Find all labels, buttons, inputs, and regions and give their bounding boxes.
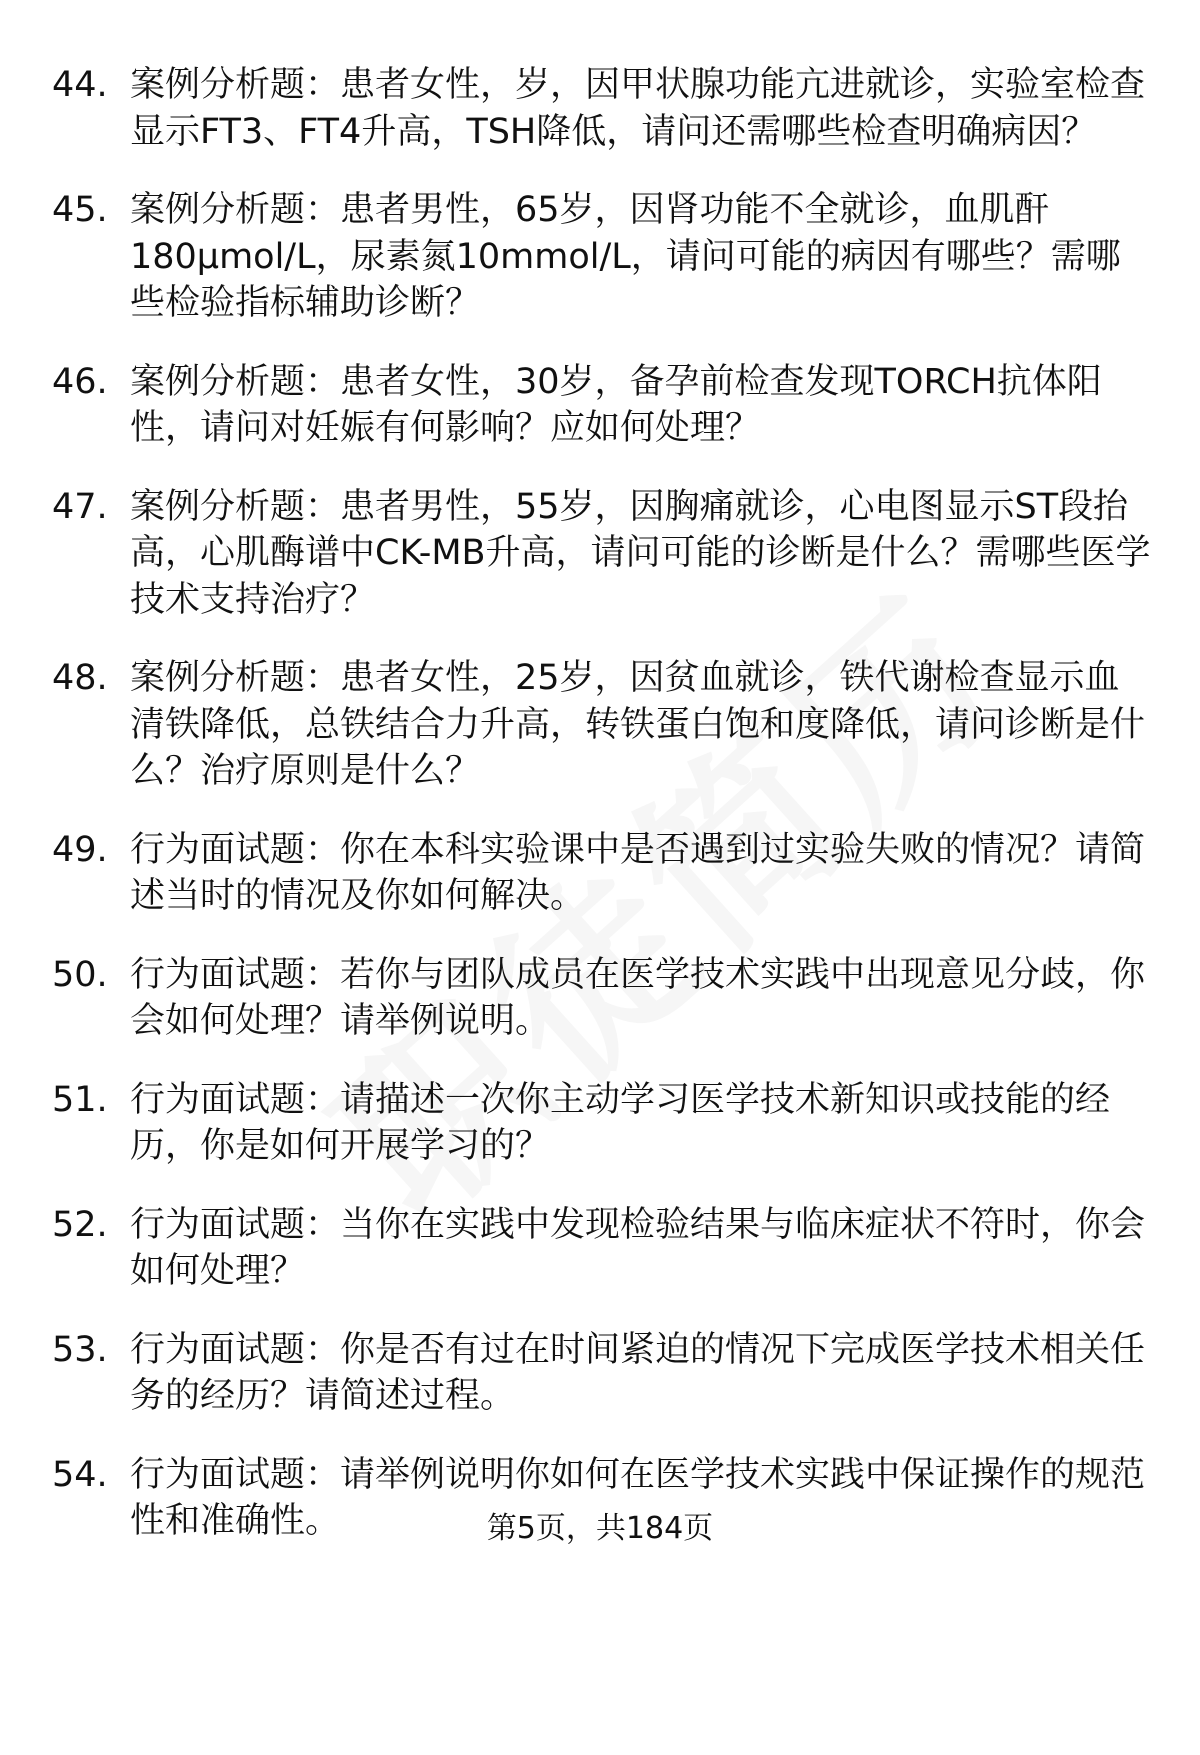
question-number: 53. [52, 1329, 108, 1370]
question-item [52, 484, 1152, 624]
question-number: 46. [52, 361, 108, 402]
question-text: 行为面试题：你是否有过在时间紧迫的情况下完成医学技术相关任务的经历？请简述过程。 [130, 1329, 1146, 1416]
question-text: 案例分析题：患者女性，岁，因甲状腺功能亢进就诊，实验室检查显示FT3、FT4升高，TSH降低，请问还需哪些检查明确病因？ [130, 65, 1146, 152]
question-item [52, 827, 1152, 920]
question-item [52, 62, 1152, 155]
question-text: 案例分析题：患者男性，55岁，因胸痛就诊，心电图显示ST段抬高，心肌酶谱中CK-MB升高，请问可能的诊断是什么？需哪些医学技术支持治疗？ [130, 486, 1151, 620]
question-item [52, 1327, 1152, 1420]
question-text: 案例分析题：患者女性，30岁，备孕前检查发现TORCH抗体阳性，请问对妊娠有何影响？应如何处理？ [130, 361, 1102, 448]
question-text: 案例分析题：患者男性，65岁，因肾功能不全就诊，血肌酐180μmol/L，尿素氮10mmol/L，请问可能的病因有哪些？需哪些检验指标辅助诊断？ [130, 190, 1121, 323]
question-list [52, 62, 1152, 1577]
question-number: 54. [52, 1454, 108, 1495]
question-text: 行为面试题：若你与团队成员在医学技术实践中出现意见分歧，你会如何处理？请举例说明。 [130, 954, 1146, 1041]
question-number: 47. [52, 486, 108, 527]
page-number-footer: 第5页，共184页 [486, 1511, 714, 1546]
question-text: 案例分析题：患者女性，25岁，因贫血就诊，铁代谢检查显示血清铁降低，总铁结合力升高，转铁蛋白饱和度降低，请问诊断是什么？治疗原则是什么？ [130, 658, 1146, 791]
question-item [52, 1077, 1152, 1170]
question-item [52, 187, 1152, 327]
question-number: 51. [52, 1079, 108, 1120]
question-number: 52. [52, 1204, 108, 1245]
question-text: 行为面试题：当你在实践中发现检验结果与临床症状不符时，你会如何处理？ [130, 1204, 1146, 1291]
question-text: 行为面试题：请描述一次你主动学习医学技术新知识或技能的经历，你是如何开展学习的？ [130, 1079, 1111, 1166]
question-item [52, 952, 1152, 1045]
question-item [52, 655, 1152, 795]
question-number: 50. [52, 954, 108, 995]
question-text: 行为面试题：请举例说明你如何在医学技术实践中保证操作的规范性和准确性。 [130, 1454, 1146, 1541]
question-item [52, 359, 1152, 452]
question-number: 49. [52, 829, 108, 870]
question-item [52, 1202, 1152, 1295]
question-number: 48. [52, 658, 108, 698]
question-number: 44. [52, 65, 108, 105]
question-text: 行为面试题：你在本科实验课中是否遇到过实验失败的情况？请简述当时的情况及你如何解决。 [130, 829, 1146, 916]
question-number: 45. [52, 190, 108, 230]
